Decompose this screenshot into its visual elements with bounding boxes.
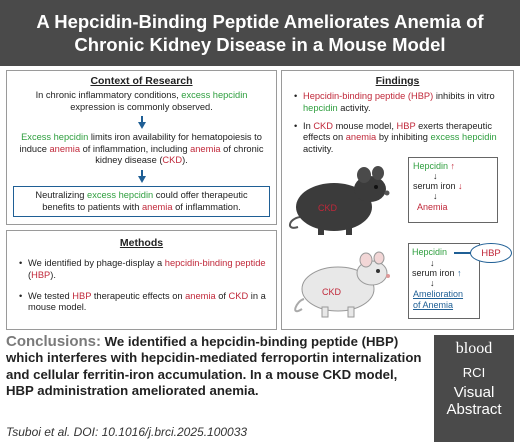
methods-panel — [6, 230, 277, 330]
bottom-mouse-label: CKD — [322, 287, 342, 297]
header-banner — [0, 0, 520, 66]
badge-line-3: Abstract — [446, 401, 502, 418]
down-arrow-icon: ↓ — [458, 181, 463, 191]
bottom-hepcidin-label: Hepcidin — [412, 247, 448, 257]
hbp-badge: HBP — [470, 243, 512, 263]
top-mouse-label: CKD — [318, 203, 338, 213]
methods-bullet-1: • We identified by phage-display a hepcidin-binding peptide (HBP). — [19, 258, 268, 282]
conclusions-block — [6, 334, 426, 422]
down-arrow-icon — [138, 122, 146, 129]
findings-bullet-2: • In CKD mouse model, HBP exerts therapeutic effects on anemia by inhibiting excess hepcidin activity. — [294, 121, 505, 156]
context-paragraph-3: Neutralizing excess hepcidin could offer therapeutic benefits to patients with anemia of inflammation. — [13, 186, 270, 217]
bottom-amelioration-label: Amelioration of Anemia — [413, 289, 464, 310]
context-panel — [6, 70, 277, 225]
bottom-serum-iron-label: serum iron ↑ — [412, 268, 462, 278]
ckd-mouse-light-illustration — [286, 243, 404, 323]
down-arrow-icon — [138, 176, 146, 183]
findings-bullet-1: • Hepcidin-binding peptide (HBP) inhibits in vitro hepcidin activity. — [294, 91, 505, 115]
bottom-arrow-1-icon: ↓ — [430, 258, 435, 268]
findings-panel — [281, 70, 514, 330]
top-arrow-2-icon: ↓ — [433, 191, 438, 201]
context-title: Context of Research — [90, 75, 193, 87]
methods-list — [7, 249, 276, 314]
up-arrow-icon: ↑ — [450, 161, 456, 171]
conclusions-text: Conclusions: We identified a hepcidin-binding peptide (HBP) which interferes with hepcidin-mediated ferroportin internalization and cellular ferritin-iron accumulation. In a mouse CKD model, HBP administration ameliorated anemia. — [6, 333, 422, 398]
blood-rci-visual-abstract-badge — [434, 335, 514, 442]
methods-title: Methods — [119, 237, 164, 249]
findings-title: Findings — [375, 75, 420, 87]
methods-bullet-2: • We tested HBP therapeutic effects on anemia of CKD in a mouse model. — [19, 291, 268, 315]
bottom-arrow-2-icon: ↓ — [430, 278, 435, 288]
badge-line-1: RCI — [462, 365, 486, 380]
context-paragraph-2: Excess hepcidin limits iron availability for hematopoiesis to induce anemia of inflammation, including anemia of chronic kidney disease (CKD). — [19, 132, 264, 166]
top-hepcidin-label: Hepcidin ↑ — [413, 161, 456, 171]
up-arrow-icon: ↑ — [457, 268, 462, 278]
page-title: A Hepcidin-Binding Peptide Ameliorates Anemia of Chronic Kidney Disease in a Mouse Model — [36, 11, 484, 55]
top-serum-iron-label: serum iron ↓ — [413, 181, 463, 191]
top-anemia-label: Anemia — [417, 202, 448, 212]
ckd-mouse-dark-illustration — [284, 159, 402, 239]
citation: Tsuboi et al. DOI: 10.1016/j.brci.2025.100033 — [6, 425, 248, 439]
blood-logo: blood — [455, 340, 493, 357]
context-paragraph-1: In chronic inflammatory conditions, excess hepcidin expression is commonly observed. — [35, 90, 248, 112]
findings-list — [282, 87, 513, 156]
badge-line-2: Visual — [453, 384, 495, 401]
top-arrow-1-icon: ↓ — [433, 171, 438, 181]
